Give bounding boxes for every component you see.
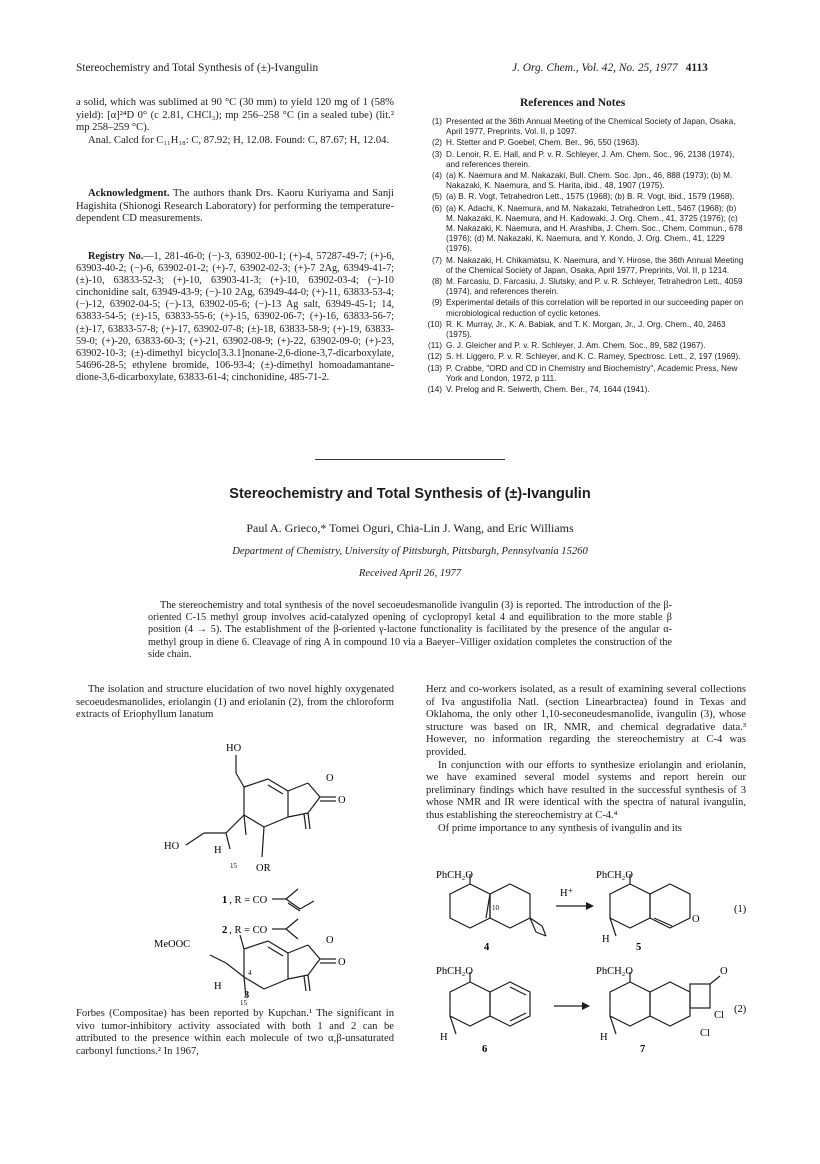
abstract-text: The stereochemistry and total synthesis of the novel secoeudesmanolide ivangulin (3) is reported. The introduction of the β-oriented C-15 methyl group involves acid-catalyzed opening of cyclopropyl ketal 4 and equilibration to the more stable β position (4 → 5). The establishment of the β-oriented γ-lactone functionality is facilitated by the presence of the angular α-methyl group in diene 6. Cleavage of ring A in compound 10 via a Baeyer–Villiger oxidation completes the construction of the side chain. bbox=[148, 600, 672, 660]
reference-number: (12) bbox=[427, 352, 442, 362]
reference-item bbox=[424, 352, 746, 362]
reference-number: (4) bbox=[431, 171, 442, 181]
r1-text: , R = CO bbox=[229, 895, 268, 906]
reference-item bbox=[424, 150, 746, 170]
s3-h-label: H bbox=[214, 981, 222, 992]
received-date: Received April 26, 1977 bbox=[358, 568, 462, 579]
compound-6-number: 6 bbox=[482, 1044, 488, 1055]
reference-number: (5) bbox=[431, 192, 442, 202]
compound-7-number: 7 bbox=[640, 1044, 646, 1055]
or-label: OR bbox=[256, 863, 271, 874]
compound-7 bbox=[610, 972, 720, 1034]
s7-cl2: Cl bbox=[700, 1028, 710, 1039]
r1-tigloyl bbox=[272, 889, 314, 911]
reference-item bbox=[424, 385, 746, 395]
s6-h: H bbox=[440, 1032, 448, 1043]
reference-number: (8) bbox=[431, 277, 442, 287]
registry-heading: Registry No. bbox=[88, 251, 144, 262]
s3-c15-label: 15 bbox=[240, 999, 247, 1005]
article-authors: Paul A. Grieco,* Tomei Oguri, Chia-Lin J. Wang, and Eric Williams bbox=[246, 521, 574, 535]
reference-text: D. Lenoir, R. E. Hall, and P. v. R. Schleyer, J. Am. Chem. Soc., 96, 2138 (1974), and references therein. bbox=[446, 149, 735, 169]
reference-text: H. Stetter and P. Goebel, Chem. Ber., 96, 550 (1963). bbox=[446, 138, 640, 148]
reference-item bbox=[424, 277, 746, 297]
reference-number: (10) bbox=[427, 319, 442, 329]
left-column-top bbox=[76, 97, 394, 147]
article-affiliation: Department of Chemistry, University of Pittsburgh, Pittsburgh, Pennsylvania 15260 bbox=[232, 546, 588, 557]
reference-item bbox=[424, 138, 746, 148]
reference-number: (14) bbox=[427, 385, 442, 395]
compound-3-number: 3 bbox=[244, 990, 250, 1001]
abstract bbox=[148, 600, 672, 661]
page-number: 4113 bbox=[685, 62, 708, 74]
reference-text: (a) B. R. Vogt, Tetrahedron Lett., 1575 (1968); (b) B. R. Vogt, ibid., 1579 (1968). bbox=[446, 192, 735, 202]
compound-4-number: 4 bbox=[484, 942, 490, 953]
arrow-head-eq1 bbox=[586, 902, 594, 910]
registry-numbers bbox=[76, 251, 394, 384]
reference-text: V. Prelog and R. Seiwerth, Chem. Ber., 74, 1644 (1941). bbox=[446, 385, 650, 395]
acknowledgment-text: The authors thank Drs. Kaoru Kuriyama and Sanji Hagishita (Shionogi Research Laboratory) for performing the temperature-dependent CD measurements. bbox=[76, 188, 394, 225]
acknowledgment-heading: Acknowledgment. bbox=[88, 188, 170, 199]
article-separator bbox=[315, 459, 505, 460]
carbonyl-o-label: O bbox=[338, 795, 346, 806]
lactone-o-label: O bbox=[326, 773, 334, 784]
h-label: H bbox=[214, 845, 222, 856]
body-paragraph-prime: Of prime importance to any synthesis of ivangulin and its bbox=[438, 822, 682, 834]
ho-left-label: HO bbox=[164, 841, 180, 852]
eq2-label: (2) bbox=[734, 1004, 747, 1015]
c15-label: 15 bbox=[230, 862, 237, 870]
registry-text: —1, 281-46-0; (−)-3, 63902-00-1; (+)-4, 57287-49-7; (+)-6, 63903-40-2; (−)-6, 63902-01-2; (+)-7, 63902-02-3; (+)-7 2Ag, 63949-41-7; (±)-10, 63833-52-3; (+)-10, 63903-41-3; (+)-10, 63902-03-4; (−)-10 cinchonidine salt, 63949-43-9; (−)-10 2Ag, 63949-44-0; (+)-11, 63833-53-4; (−)-12, 63902-04-5; (−)-13, 63902-05-6; (−)-13 Ag salt, 63949-45-1; 14, 63833-54-5; (±)-15, 63833-55-6; (+)-15, 63902-06-7; (+)-16, 63833-56-7; (±)-17, 63833-57-8; (+)-17, 63902-07-8; (±)-18, 63833-58-9; (+)-19, 63833-59-0; (+)-20, 63833-60-3; (+)-21, 63902-08-9; (+)-22, 63902-09-0; (+)-23, 63902-10-3; (±)-dimethyl bicyclo[3.3.1]nonane-2,6-dione-3,7-dicarboxylate, 54696-28-5; ethylene bromide, 106-93-4; (±)-dimethyl homoadamantane-dione-3,6-dicarboxylate, 63833-61-4; cinchonidine, 485-71-2. bbox=[76, 251, 394, 383]
reference-number: (11) bbox=[428, 341, 442, 351]
reference-item bbox=[424, 298, 746, 318]
experimental-paragraph: a solid, which was sublimed at 90 °C (30 mm) to yield 120 mg of 1 (58% yield): [α]²⁴D 0° (c 2.81, CHCl₃); mp 256–258 °C (in a sealed tube) (lit.² mp 258–259 °C). bbox=[76, 97, 394, 134]
body-paragraph-herz: Herz and co-workers isolated, as a result of examining several collections of Iva angustifolia Natl. (section Linearbractea) found in Texas and Oklahoma, the only other 1,10-seconeudesmanolide, ivangulin (3), whose structure was based on IR, NMR, and chemical degradative data.³ However, no information regarding the stereochemistry at C-4 was provided. bbox=[426, 684, 746, 758]
s6-phch2o: PhCH₂O bbox=[436, 966, 473, 977]
s5-h: H bbox=[602, 934, 610, 945]
reference-text: G. J. Gleicher and P. v. R. Schleyer, J. Am. Chem. Soc., 89, 582 (1967). bbox=[446, 341, 706, 351]
running-head-right bbox=[512, 62, 708, 74]
reference-item bbox=[424, 192, 746, 202]
acknowledgment bbox=[76, 188, 394, 226]
meooc-label: MeOOC bbox=[154, 939, 191, 950]
s5-o: O bbox=[692, 914, 700, 925]
reference-text: S. H. Liggero, P. v. R. Schleyer, and K. C. Ramey, Spectrosc. Lett., 2, 197 (1969). bbox=[446, 352, 741, 362]
body-paragraph-kupchan: Forbes (Compositae) has been reported by Kupchan.¹ The significant in vivo tumor-inhibitory activity associated with both 1 and 2 can be attributed to the presence within each molecule of two α,β-unsaturated carbonyl functions.² In 1967, bbox=[76, 1008, 394, 1057]
hplus-label: H⁺ bbox=[560, 888, 574, 899]
structures-1-2-3 bbox=[150, 735, 380, 1005]
reference-text: (a) K. Naemura and M. Nakazaki, Bull. Chem. Soc. Jpn., 46, 888 (1973); (b) M. Nakazaki, K. Naemura, and S. Harita, ibid., 48, 1907 (1975). bbox=[446, 171, 733, 191]
reference-text: Experimental details of this correlation will be reported in our succeeding paper on microbiological reduction of cyclic ketones. bbox=[446, 298, 744, 318]
body-right bbox=[426, 684, 746, 835]
body-left-top bbox=[76, 684, 394, 722]
r1-number: 1 bbox=[222, 895, 228, 906]
structure-1-skeleton bbox=[186, 755, 336, 857]
references-list bbox=[424, 117, 746, 396]
body-left-bottom bbox=[76, 1008, 394, 1058]
running-head-left: Stereochemistry and Total Synthesis of (±)-Ivangulin bbox=[76, 62, 319, 74]
reference-item bbox=[424, 117, 746, 137]
reference-number: (7) bbox=[431, 255, 442, 265]
reference-number: (2) bbox=[431, 138, 442, 148]
s5-phch2o: PhCH₂O bbox=[596, 870, 633, 881]
s3-lactone-o: O bbox=[326, 935, 334, 946]
r1-label bbox=[222, 895, 268, 906]
ho-top-label: HO bbox=[226, 743, 242, 754]
reference-number: (1) bbox=[431, 117, 442, 126]
reference-number: (9) bbox=[431, 298, 442, 308]
reference-text: M. Farcasiu, D. Farcasiu, J. Slutsky, and P. v. R. Schleyer, Tetrahedron Lett., 4059 (1974), and references therein. bbox=[446, 277, 743, 297]
reaction-schemes bbox=[430, 866, 770, 1066]
s7-h: H bbox=[600, 1032, 608, 1043]
r2-number: 2 bbox=[222, 925, 228, 936]
analysis-paragraph: Anal. Calcd for C₁₁H₁₈: C, 87.92; H, 12.08. Found: C, 87.67; H, 12.04. bbox=[88, 134, 390, 146]
reference-text: R. K. Murray, Jr., K. A. Babiak, and T. K. Morgan, Jr., J. Org. Chem., 40, 2463 (1975). bbox=[446, 319, 726, 340]
reference-item bbox=[424, 341, 746, 351]
journal-citation: J. Org. Chem., Vol. 42, No. 25, 1977 bbox=[512, 62, 678, 74]
s4-c10: 10 bbox=[492, 904, 499, 912]
reference-text: Presented at the 36th Annual Meeting of the Chemical Society of Japan, Osaka, April 1977, Preprints, Vol. II, p 1097. bbox=[446, 117, 736, 137]
reference-number: (3) bbox=[431, 149, 442, 159]
reference-text: M. Nakazaki, H. Chikamatsu, K. Naemura, and Y. Hirose, the 36th Annual Meeting of the Chemical Society of Japan, Osaka, April 1977, Preprints, Vol. II, p 1214. bbox=[446, 255, 744, 275]
s7-cl1: Cl bbox=[714, 1010, 724, 1021]
r2-isobutyryl bbox=[272, 919, 298, 939]
reference-text: (a) K. Adachi, K. Naemura, and M. Nakazaki, Tetrahedron Lett., 5467 (1968); (b) M. Nakazaki, K. Naemura, and H. Kadowaki, J. Org. Chem., 41, 3725 (1976); (c) M. Nakazaki, K. Naemura, and H. Arashiba, J. Chem. Soc., Chem. Commun., 678 (1976); (d) M. Nakazaki, K. Naemura, and Y. Kondo, J. Org. Chem., 41, 1229 (1976). bbox=[446, 203, 743, 254]
compound-5-number: 5 bbox=[636, 942, 642, 953]
reference-text: P. Crabbe, "ORD and CD in Chemistry and Biochemistry", Academic Press, New York and London, 1972, p 111. bbox=[446, 363, 738, 383]
s7-phch2o: PhCH₂O bbox=[596, 966, 633, 977]
article-title: Stereochemistry and Total Synthesis of (±)-Ivangulin bbox=[229, 486, 591, 502]
reference-item bbox=[424, 364, 746, 384]
reference-item bbox=[424, 171, 746, 191]
body-paragraph-intro: The isolation and structure elucidation of two novel highly oxygenated secoeudesmanolides, eriolangin (1) and eriolanin (2), from the chloroform extracts of Eriophyllum lanatum bbox=[76, 684, 394, 721]
arrow-head-eq2 bbox=[582, 1002, 590, 1010]
compound-5 bbox=[610, 874, 690, 936]
reference-item bbox=[424, 320, 746, 340]
structure-3-skeleton bbox=[210, 935, 336, 997]
s4-phch2o: PhCH₂O bbox=[436, 870, 473, 881]
compound-6 bbox=[450, 972, 530, 1034]
eq1-label: (1) bbox=[734, 904, 747, 915]
reference-item bbox=[424, 204, 746, 255]
s3-carbonyl-o: O bbox=[338, 957, 346, 968]
reference-number: (13) bbox=[427, 363, 442, 373]
r2-label: 2 , R = CO bbox=[222, 925, 268, 936]
references-title: References and Notes bbox=[520, 97, 626, 109]
s3-c4-label: 4 bbox=[248, 969, 252, 977]
reference-item bbox=[424, 256, 746, 276]
s7-o: O bbox=[720, 966, 728, 977]
body-paragraph-conjunction: In conjunction with our efforts to synthesize eriolangin and eriolanin, we have examined several model systems and report herein our preliminary findings which have resulted in the successful synthesis of 3 whose NMR and IR were identical with the spectra of natural ivangulin, thus establishing the stereochemistry at C-4.⁴ bbox=[426, 759, 746, 821]
reference-number: (6) bbox=[431, 203, 442, 213]
